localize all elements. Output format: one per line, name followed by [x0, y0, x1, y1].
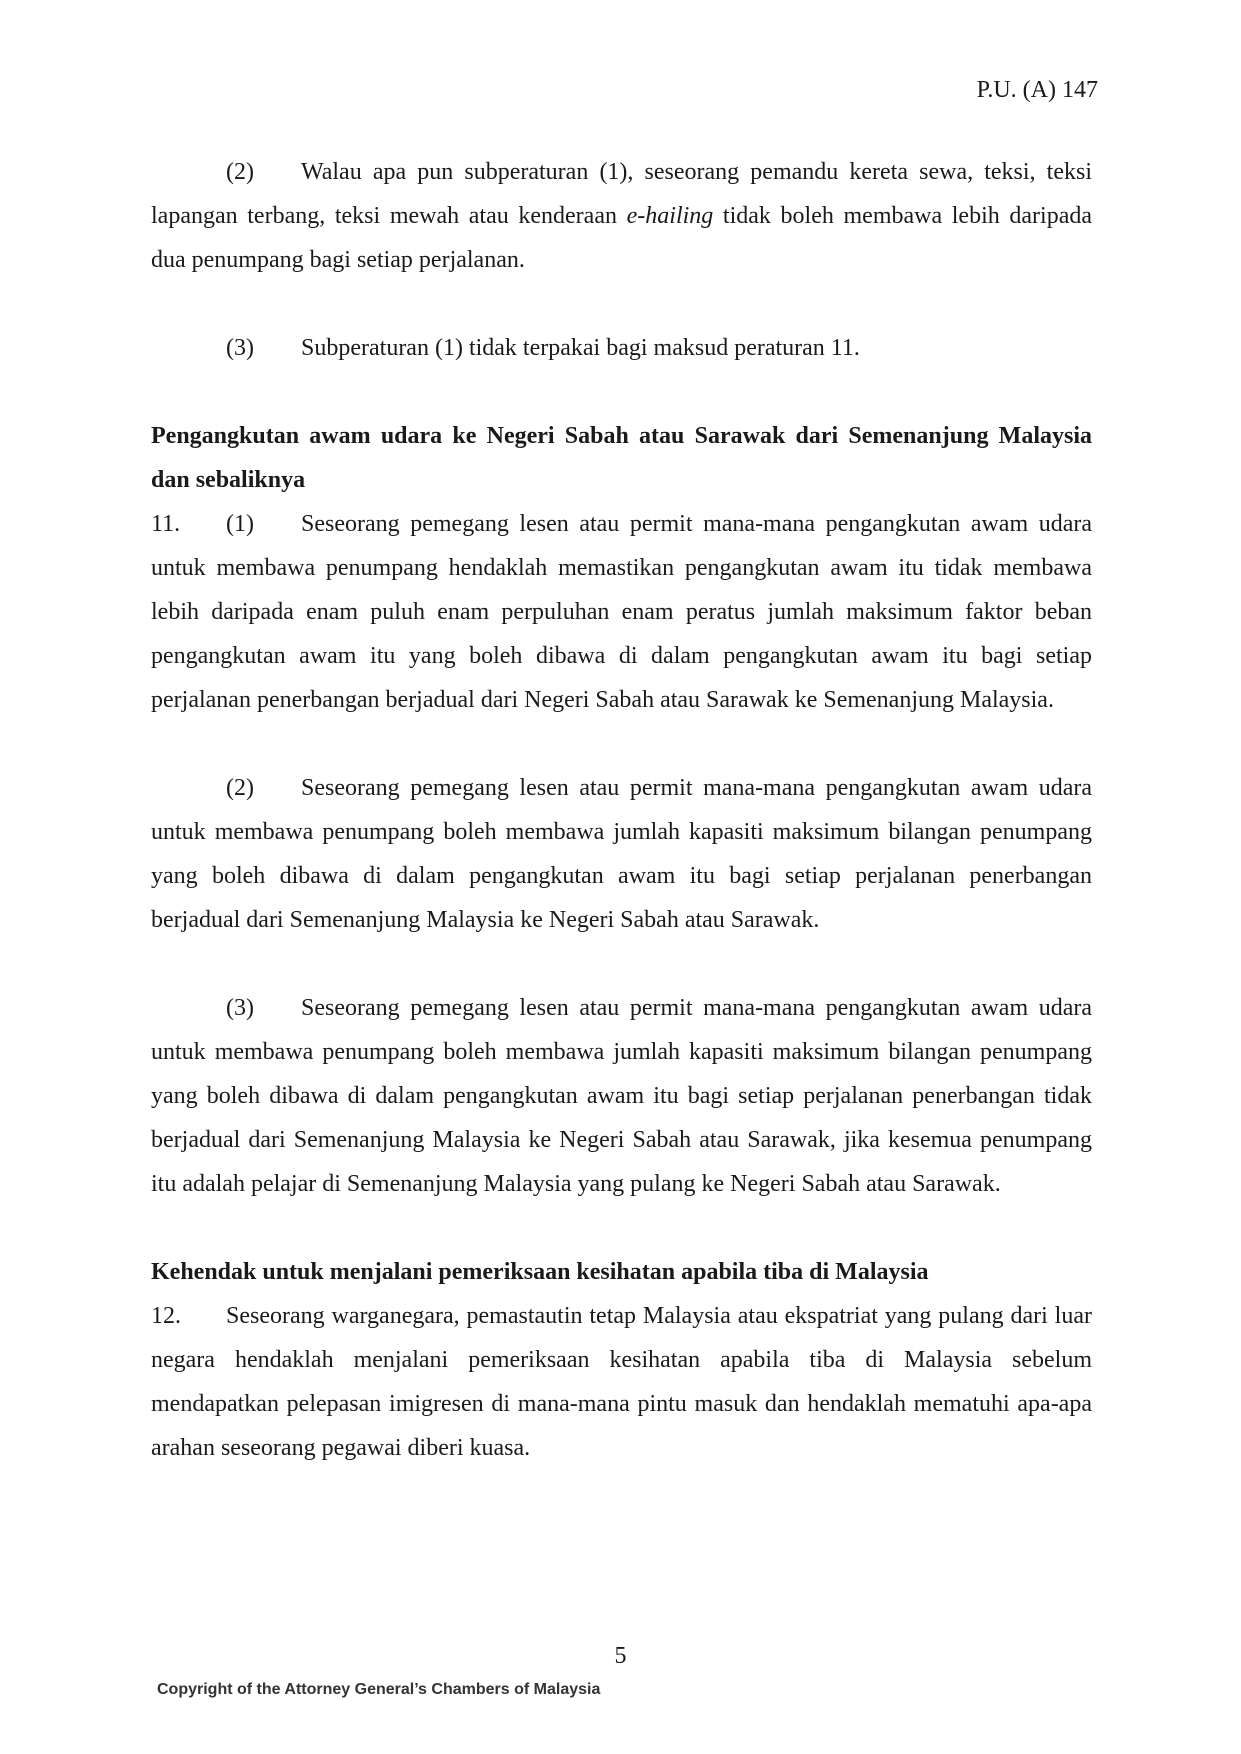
regulation-12: [151, 1294, 1092, 1470]
subregulation-text-cont: tidak boleh membawa lebih daripada dua penumpang bagi setiap perjalanan.: [151, 203, 1093, 273]
copyright-notice: Copyright of the Attorney General’s Chambers of Malaysia: [157, 1681, 601, 1698]
page-reference: P.U. (A) 147: [976, 77, 1098, 103]
subregulation-11-3: [151, 986, 1092, 1206]
regulation-text: Seseorang warganegara, pemastautin tetap Malaysia atau ekspatriat yang pulang dari luar negara hendaklah menjalani pemeriksaan kesihatan apabila tiba di Malaysia sebelum mendapatkan pelepasan imigresen di mana-mana pintu masuk dan hendaklah mematuhi apa-apa arahan seseorang pegawai diberi kuasa.: [151, 1303, 1092, 1461]
subregulation-text: Walau apa pun subperaturan (1), seseorang pemandu kereta sewa, teksi, teksi lapangan terbang, teksi mewah atau kenderaan: [151, 159, 1092, 229]
subregulation-11-1: [151, 502, 1092, 722]
subregulation-11-2: [151, 766, 1092, 942]
subregulation-number: (2): [226, 775, 254, 801]
regulation-number: 11.: [151, 511, 181, 537]
subregulation-text: Seseorang pemegang lesen atau permit mana-mana pengangkutan awam udara untuk membawa penumpang hendaklah memastikan pengangkutan awam itu tidak membawa lebih daripada enam puluh enam perpuluhan enam peratus jumlah maksimum faktor beban pengangkutan awam itu yang boleh dibawa di dalam pengangkutan awam itu bagi setiap perjalanan penerbangan berjadual dari Negeri Sabah atau Sarawak ke Semenanjung Malaysia.: [151, 511, 1092, 713]
subregulation-number: (3): [226, 995, 254, 1021]
document-body: [151, 150, 1092, 1470]
regulation-12-heading: Kehendak untuk menjalani pemeriksaan kesihatan apabila tiba di Malaysia: [151, 1259, 929, 1285]
italic-term: e-hailing: [626, 203, 714, 229]
subregulation-number: (1): [226, 511, 254, 537]
subregulation-10-3: [151, 326, 1092, 370]
subregulation-text: Subperaturan (1) tidak terpakai bagi maksud peraturan 11.: [301, 335, 860, 361]
page-number: 5: [614, 1643, 627, 1669]
subregulation-number: (3): [226, 335, 254, 361]
regulation-number: 12.: [151, 1303, 181, 1329]
subregulation-number: (2): [226, 159, 254, 185]
regulation-11-heading: Pengangkutan awam udara ke Negeri Sabah atau Sarawak dari Semenanjung Malaysia dan sebaliknya: [151, 423, 1092, 493]
subregulation-text: Seseorang pemegang lesen atau permit mana-mana pengangkutan awam udara untuk membawa penumpang boleh membawa jumlah kapasiti maksimum bilangan penumpang yang boleh dibawa di dalam pengangkutan awam itu bagi setiap perjalanan penerbangan tidak berjadual dari Semenanjung Malaysia ke Negeri Sabah atau Sarawak, jika kesemua penumpang itu adalah pelajar di Semenanjung Malaysia yang pulang ke Negeri Sabah atau Sarawak.: [151, 995, 1092, 1197]
subregulation-10-2: [151, 150, 1092, 282]
subregulation-text: Seseorang pemegang lesen atau permit mana-mana pengangkutan awam udara untuk membawa penumpang boleh membawa jumlah kapasiti maksimum bilangan penumpang yang boleh dibawa di dalam pengangkutan awam itu bagi setiap perjalanan penerbangan berjadual dari Semenanjung Malaysia ke Negeri Sabah atau Sarawak.: [151, 775, 1092, 933]
